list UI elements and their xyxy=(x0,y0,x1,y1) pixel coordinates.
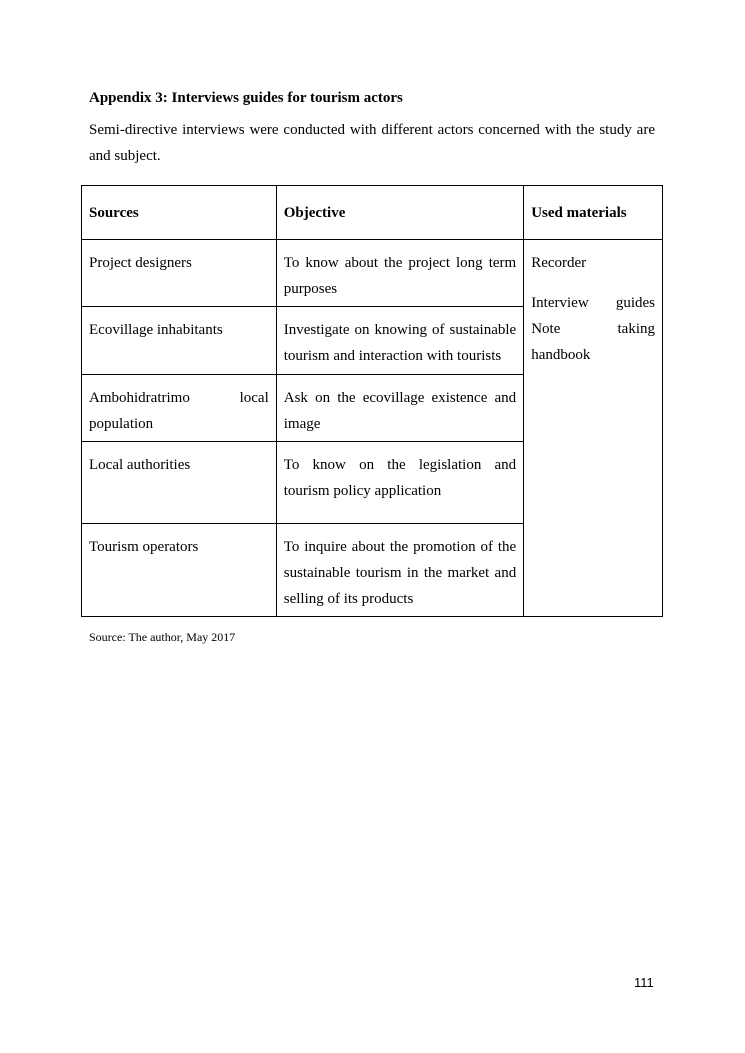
source-cell-line: population xyxy=(89,416,154,432)
source-cell: Ecovillage inhabitants xyxy=(82,307,277,375)
header-sources: Sources xyxy=(82,186,277,240)
header-used-materials: Used materials xyxy=(524,186,663,240)
appendix-heading: Appendix 3: Interviews guides for tourism actors xyxy=(89,90,403,106)
objective-cell: To inquire about the promotion of the sustainable tourism in the market and selling of its products xyxy=(276,524,523,617)
interview-guide-table xyxy=(81,185,663,617)
material-recorder: Recorder xyxy=(531,255,587,271)
material-interview-guides: Interview guides xyxy=(531,295,655,311)
table-header-row xyxy=(82,186,663,240)
source-cell xyxy=(82,375,277,442)
page-number: 111 xyxy=(634,975,654,990)
objective-cell: To know on the legislation and tourism policy application xyxy=(276,442,523,524)
material-handbook: handbook xyxy=(531,347,591,363)
source-cell-line: Ambohidratrimo local xyxy=(89,390,269,406)
source-cell: Tourism operators xyxy=(82,524,277,617)
source-cell: Local authorities xyxy=(82,442,277,524)
objective-cell: Ask on the ecovillage existence and image xyxy=(276,375,523,442)
used-materials-cell xyxy=(524,240,663,617)
table-row xyxy=(82,240,663,307)
intro-paragraph: Semi-directive interviews were conducted with different actors concerned with the study are and subject. xyxy=(89,122,655,164)
header-objective: Objective xyxy=(276,186,523,240)
material-note-taking: Note taking xyxy=(531,321,655,337)
objective-cell: Investigate on knowing of sustainable tourism and interaction with tourists xyxy=(276,307,523,375)
source-cell: Project designers xyxy=(82,240,277,307)
objective-cell: To know about the project long term purposes xyxy=(276,240,523,307)
source-note: Source: The author, May 2017 xyxy=(89,630,236,644)
